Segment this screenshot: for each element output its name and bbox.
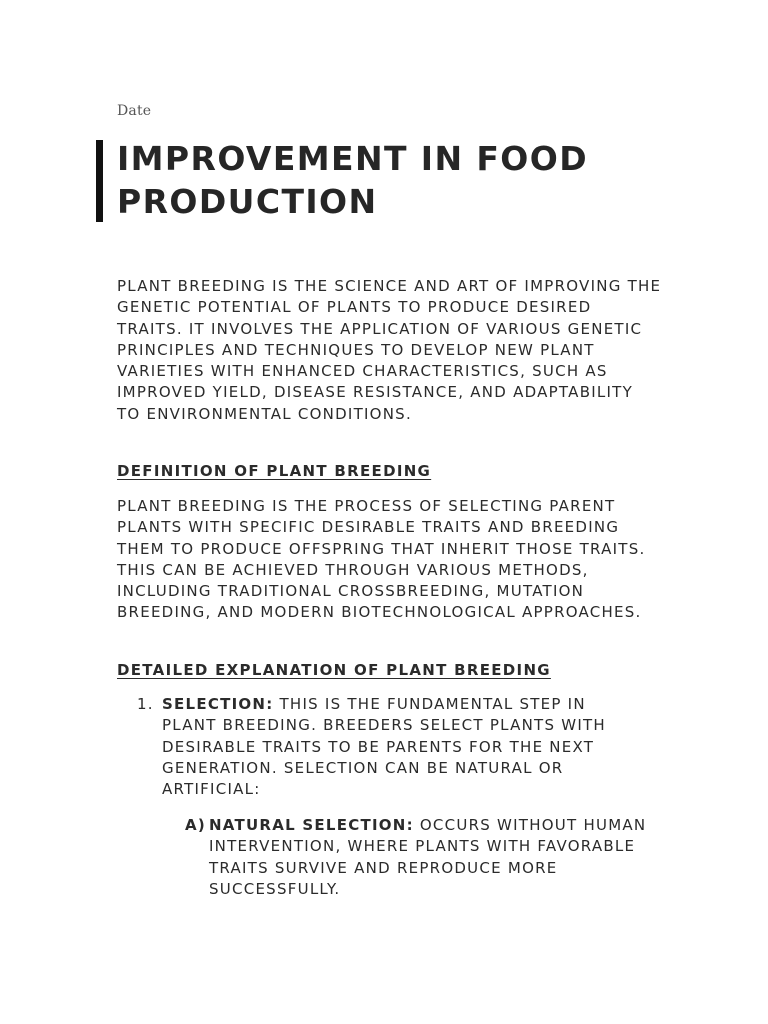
document-title: IMPROVEMENT IN FOOD PRODUCTION [117,139,588,221]
definition-paragraph: PLANT BREEDING IS THE PROCESS OF SELECTING PARENT PLANTS WITH SPECIFIC DESIRABLE TRAITS AND BREEDING THEM TO PRODUCE OFFSPRING THAT INHERIT THOSE TRAITS. THIS CAN BE ACHIEVED THROUGH VARIOUS METHODS, INCLUDING TRADITIONAL CROSSBREEDING, MUTATION BREEDING, AND MODERN BIOTECHNOLOGICAL APPROACHES. [117,497,646,622]
definition-heading: DEFINITION OF PLANT BREEDING [117,462,432,480]
sub-item-marker: A) [185,816,206,834]
list-item-body [162,694,642,800]
intro-paragraph: PLANT BREEDING IS THE SCIENCE AND ART OF IMPROVING THE GENETIC POTENTIAL OF PLANTS TO PRODUCE DESIRED TRAITS. IT INVOLVES THE APPLICATION OF VARIOUS GENETIC PRINCIPLES AND TECHNIQUES TO DEVELOP NEW PLANT VARIETIES WITH ENHANCED CHARACTERISTICS, SUCH AS IMPROVED YIELD, DISEASE RESISTANCE, AND ADAPTABILITY TO ENVIRONMENTAL CONDITIONS. [117,277,662,423]
list-item-term: SELECTION: [162,695,274,713]
sub-item-natural-selection [185,815,655,900]
sub-item-body [209,815,654,900]
explanation-heading: DETAILED EXPLANATION OF PLANT BREEDING [117,661,551,679]
list-item-text: THIS IS THE FUNDAMENTAL STEP IN PLANT BREEDING. BREEDERS SELECT PLANTS WITH DESIRABLE TRAITS TO BE PARENTS FOR THE NEXT GENERATION. SELECTION CAN BE NATURAL OR ARTIFICIAL: [162,695,606,799]
sub-item-text: OCCURS WITHOUT HUMAN INTERVENTION, WHERE PLANTS WITH FAVORABLE TRAITS SURVIVE AND REPRODUCE MORE SUCCESSFULLY. [209,816,647,898]
date-label: Date [117,103,152,119]
title-accent-bar [96,140,103,222]
sub-item-term: NATURAL SELECTION: [209,816,414,834]
list-number: 1. [137,695,154,713]
list-item-selection [117,694,637,800]
